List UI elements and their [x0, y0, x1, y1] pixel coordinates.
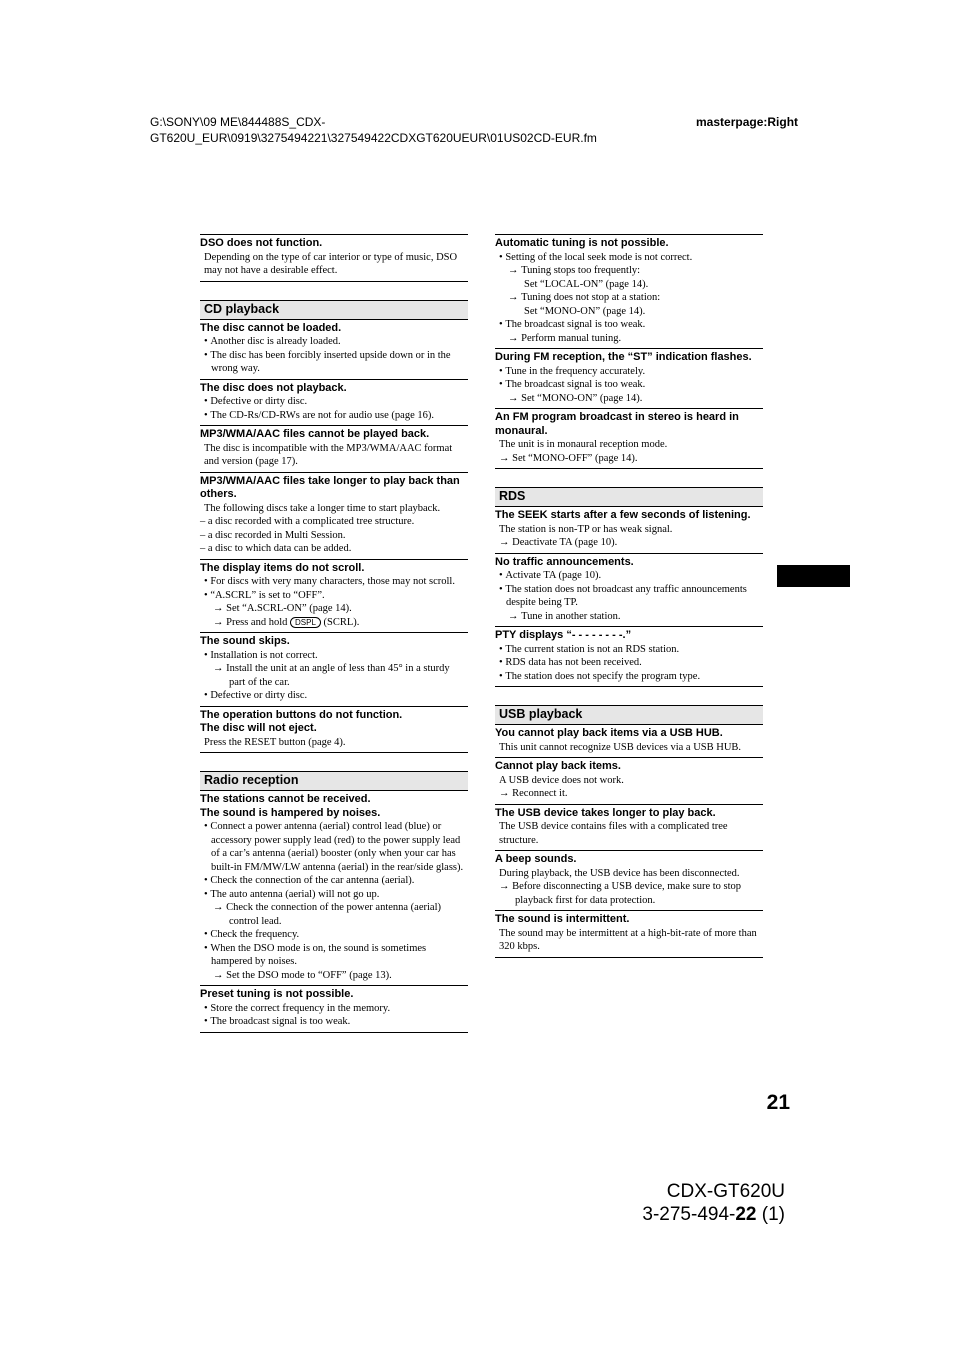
- chapter-tab-marker: [777, 565, 850, 587]
- catalog-prefix: 3-275-494-: [642, 1204, 736, 1225]
- question: The disc does not playback.: [200, 381, 347, 394]
- arrow-item: → Tune in another station.: [495, 610, 763, 624]
- file-path: G:\SONY\09 ME\844488S_CDX-GT620U_EUR\0919\3275494221\327549422CDXGT620UEUR\01US02CD-EUR.fm: [150, 115, 597, 145]
- question: MP3/WMA/AAC files take longer to play back than others.: [200, 474, 460, 500]
- troubleshoot-entry: [200, 709, 468, 754]
- troubleshoot-entry: [495, 807, 763, 852]
- dspl-button-label: DSPL: [290, 617, 321, 628]
- answer-text: During playback, the USB device has been disconnected.: [499, 867, 740, 879]
- question: PTY displays “- - - - - - - -.”: [495, 629, 632, 641]
- bullet-item: • The broadcast signal is too weak.: [200, 1015, 468, 1029]
- troubleshoot-entry: [200, 988, 468, 1033]
- question: No traffic announcements.: [495, 555, 634, 568]
- troubleshoot-entry: [200, 475, 468, 560]
- arrow-item: [200, 616, 468, 630]
- arrow-item: → Install the unit at an angle of less than 45° in a sturdy part of the car.: [200, 662, 468, 689]
- troubleshoot-entry: [495, 556, 763, 628]
- left-column: [200, 234, 468, 1035]
- arrow-item: → Before disconnecting a USB device, make sure to stop playback first for data protection.: [495, 880, 763, 907]
- indented-text: Set “LOCAL-ON” (page 14).: [524, 278, 649, 290]
- bullet-item: • Check the frequency.: [200, 928, 468, 942]
- indented-text: Set “MONO-ON” (page 14).: [524, 305, 646, 317]
- question: The stations cannot be received.: [200, 793, 371, 805]
- answer-text: A USB device does not work.: [499, 774, 624, 786]
- masterpage-label: masterpage:Right: [696, 115, 799, 129]
- answer-text: The USB device contains files with a complicated tree structure.: [499, 821, 728, 846]
- arrow-item: → Set “MONO-OFF” (page 14).: [495, 452, 763, 466]
- answer-text: The following discs take a longer time to start playback.: [204, 502, 441, 514]
- question: The sound is intermittent.: [495, 913, 630, 925]
- section-heading-cd-playback: CD playback: [200, 300, 468, 320]
- question: Preset tuning is not possible.: [200, 988, 354, 1000]
- arrow-item: → Tuning does not stop at a station:: [495, 291, 763, 305]
- troubleshoot-entry: [495, 913, 763, 958]
- question: The disc cannot be loaded.: [200, 321, 342, 334]
- bullet-item: • Connect a power antenna (aerial) control lead (blue) or accessory power supply lead (red) to the power supply lead of a car’s antenna (aerial) booster (only when your car has built-in FM/MW/LW antenna (aerial) in the rear/side glass).: [200, 820, 468, 874]
- troubleshoot-entry: [495, 727, 763, 758]
- answer-text: Depending on the type of car interior or type of music, DSO may not have a desirable effect.: [204, 251, 458, 276]
- bullet-item: • The CD-Rs/CD-RWs are not for audio use (page 16).: [200, 409, 468, 423]
- question: The display items do not scroll.: [200, 561, 365, 574]
- dash-item: – a disc to which data can be added.: [200, 543, 352, 554]
- section-heading-radio-reception: Radio reception: [200, 771, 468, 791]
- answer-text: The disc is incompatible with the MP3/WMA/AAC format and version (page 17).: [204, 442, 453, 467]
- bullet-item: • The auto antenna (aerial) will not go up.: [200, 888, 468, 902]
- question: The USB device takes longer to play back.: [495, 806, 716, 819]
- troubleshoot-entry: [495, 234, 763, 349]
- bullet-item: • The station does not broadcast any traffic announcements despite being TP.: [495, 583, 763, 610]
- troubleshoot-entry: [495, 411, 763, 469]
- bullet-item: • Store the correct frequency in the memory.: [200, 1002, 468, 1016]
- bullet-item: • Another disc is already loaded.: [200, 335, 468, 349]
- answer-text: Press the RESET button (page 4).: [204, 736, 346, 748]
- troubleshoot-entry: [200, 382, 468, 427]
- bullet-item: • “A.SCRL” is set to “OFF”.: [200, 589, 468, 603]
- answer-text: The station is non-TP or has weak signal.: [499, 523, 673, 535]
- bullet-item: • Tune in the frequency accurately.: [495, 365, 763, 379]
- answer-text: This unit cannot recognize USB devices via a USB HUB.: [499, 741, 742, 753]
- answer-text: The unit is in monaural reception mode.: [499, 439, 668, 450]
- answer-text: The sound may be intermittent at a high-bit-rate of more than 320 kbps.: [499, 927, 757, 952]
- question: DSO does not function.: [200, 237, 323, 249]
- model-number: CDX-GT620U: [666, 1181, 785, 1202]
- arrow-item: → Tuning stops too frequently:: [495, 264, 763, 278]
- question: You cannot play back items via a USB HUB.: [495, 727, 723, 739]
- question: The SEEK starts after a few seconds of listening.: [495, 509, 751, 521]
- question: A beep sounds.: [495, 853, 577, 865]
- question: The operation buttons do not function.: [200, 708, 403, 721]
- troubleshoot-entry: [200, 428, 468, 473]
- bullet-item: • For discs with very many characters, those may not scroll.: [200, 575, 468, 589]
- catalog-number: [560, 1203, 785, 1227]
- page-number: 21: [766, 1091, 790, 1114]
- question: The disc will not eject.: [200, 722, 317, 734]
- bullet-item: • The station does not specify the program type.: [495, 670, 763, 684]
- arrow-item: → Set “A.SCRL-ON” (page 14).: [200, 602, 468, 616]
- troubleshoot-entry: [200, 562, 468, 634]
- troubleshoot-entry: [495, 351, 763, 409]
- question: Automatic tuning is not possible.: [495, 237, 669, 249]
- troubleshoot-entry: [495, 509, 763, 554]
- bullet-item: • Defective or dirty disc.: [200, 395, 468, 409]
- troubleshoot-entry: [200, 793, 468, 986]
- troubleshoot-entry: [495, 853, 763, 911]
- arrow-item: → Deactivate TA (page 10).: [495, 536, 763, 550]
- bullet-item: • The disc has been forcibly inserted upside down or in the wrong way.: [200, 349, 468, 376]
- arrow-text: Press and hold: [226, 616, 288, 628]
- question: Cannot play back items.: [495, 760, 621, 772]
- right-column: [495, 234, 763, 960]
- bullet-item: • The current station is not an RDS station.: [495, 643, 763, 657]
- catalog-revision: 22: [735, 1204, 757, 1225]
- question: The sound is hampered by noises.: [200, 806, 381, 819]
- question: MP3/WMA/AAC files cannot be played back.: [200, 428, 430, 440]
- bullet-item: • Installation is not correct.: [200, 649, 468, 663]
- bullet-item: • Check the connection of the car antenna (aerial).: [200, 874, 468, 888]
- troubleshoot-entry: [200, 635, 468, 707]
- arrow-item: → Set “MONO-ON” (page 14).: [495, 392, 763, 406]
- bullet-item: • Activate TA (page 10).: [495, 569, 763, 583]
- section-heading-rds: RDS: [495, 487, 763, 507]
- bullet-item: • Setting of the local seek mode is not correct.: [495, 251, 763, 265]
- arrow-item: → Set the DSO mode to “OFF” (page 13).: [200, 969, 468, 983]
- troubleshoot-entry: [200, 234, 468, 282]
- arrow-text: (SCRL).: [323, 616, 360, 628]
- bullet-item: • The broadcast signal is too weak.: [495, 318, 763, 332]
- arrow-item: → Reconnect it.: [495, 787, 763, 801]
- dash-item: – a disc recorded with a complicated tree structure.: [200, 516, 415, 527]
- question: An FM program broadcast in stereo is heard in monaural.: [495, 411, 739, 437]
- section-heading-usb-playback: USB playback: [495, 705, 763, 725]
- troubleshoot-entry: [200, 322, 468, 380]
- bullet-item: • RDS data has not been received.: [495, 656, 763, 670]
- arrow-item: → Perform manual tuning.: [495, 332, 763, 346]
- dash-item: – a disc recorded in Multi Session.: [200, 529, 346, 541]
- question: The sound skips.: [200, 635, 290, 647]
- bullet-item: • When the DSO mode is on, the sound is sometimes hampered by noises.: [200, 942, 468, 969]
- bullet-item: • Defective or dirty disc.: [200, 689, 468, 703]
- question: During FM reception, the “ST” indication flashes.: [495, 351, 752, 363]
- catalog-suffix: (1): [756, 1204, 785, 1225]
- troubleshoot-entry: [495, 760, 763, 805]
- bullet-item: • The broadcast signal is too weak.: [495, 378, 763, 392]
- troubleshoot-entry: [495, 629, 763, 687]
- arrow-item: → Check the connection of the power antenna (aerial) control lead.: [200, 901, 468, 928]
